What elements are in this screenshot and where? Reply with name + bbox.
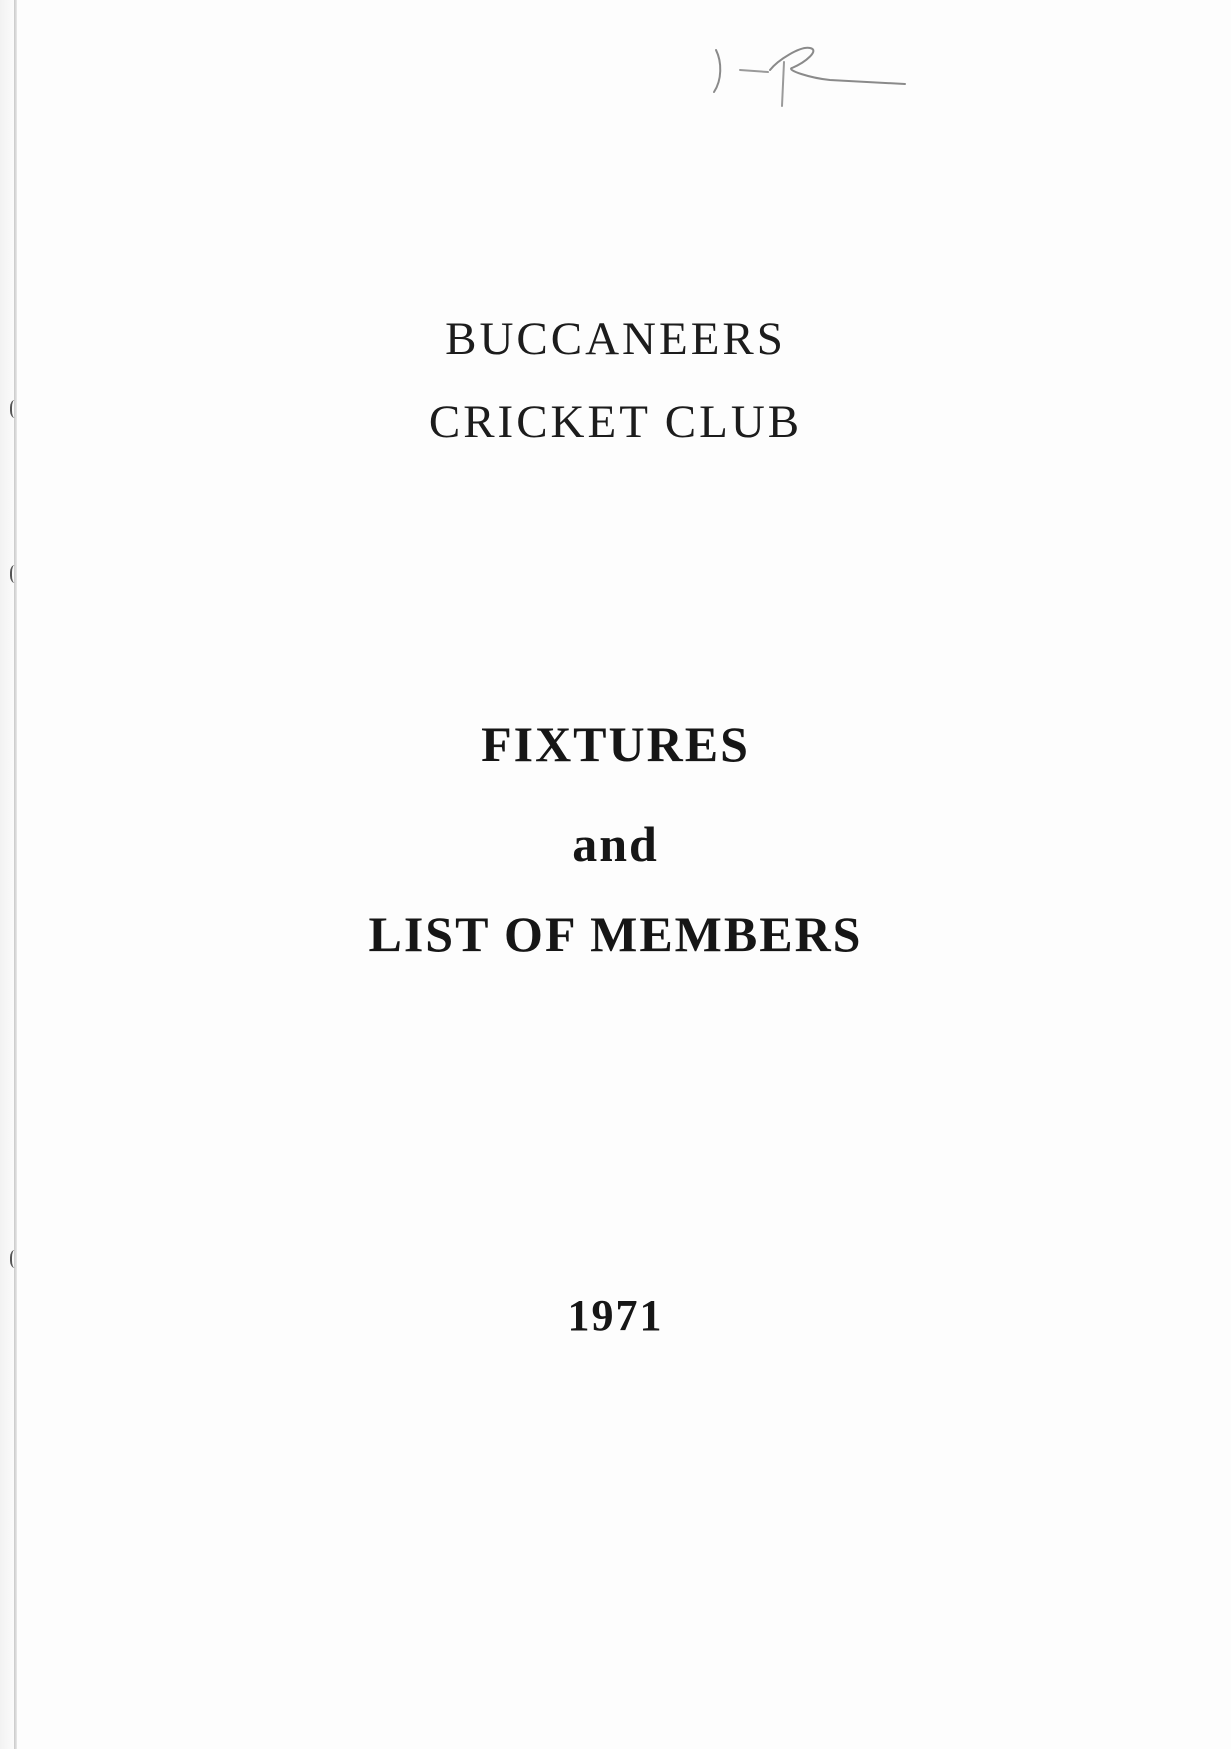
title-list-of-members: LIST OF MEMBERS — [368, 906, 863, 962]
staple-mark — [10, 1250, 22, 1268]
club-name-line-1: BUCCANEERS — [445, 313, 786, 365]
title-and: and — [572, 816, 659, 872]
handwritten-annotation — [700, 40, 920, 120]
club-name-line-2: CRICKET CLUB — [428, 396, 803, 448]
staple-mark — [10, 565, 22, 583]
binding-edge — [14, 0, 17, 1749]
year: 1971 — [567, 1291, 664, 1340]
title-fixtures: FIXTURES — [481, 716, 750, 772]
binding-shadow — [0, 0, 14, 1749]
